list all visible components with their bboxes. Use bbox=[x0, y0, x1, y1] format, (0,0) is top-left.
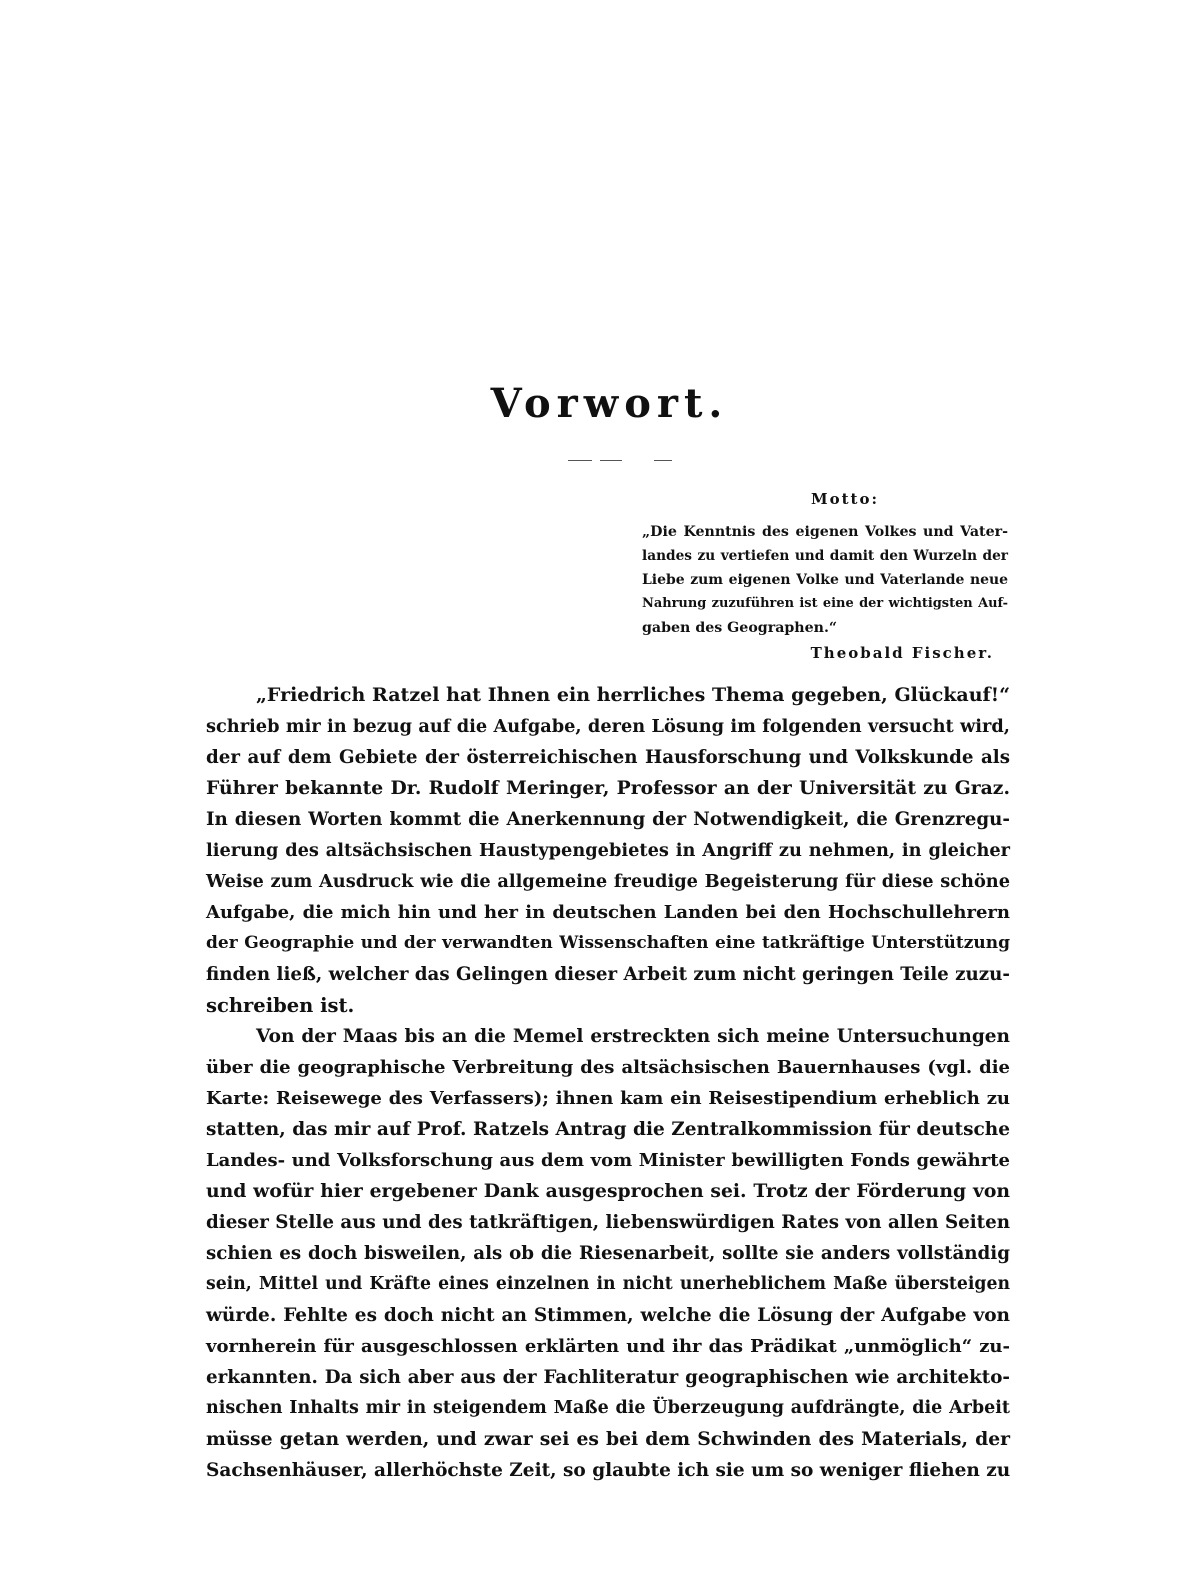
motto-author: Theobald Fischer. bbox=[810, 644, 994, 662]
text-line: In diesen Worten kommt die Anerkennung der Notwendigkeit, die Grenzregu- bbox=[206, 809, 1010, 830]
text-line: Führer bekannte Dr. Rudolf Meringer, Professor an der Universität zu Graz. bbox=[206, 777, 1010, 799]
text-line: müsse getan werden, und zwar sei es bei dem Schwinden des Materials, der bbox=[206, 1428, 1010, 1450]
text-line: schreiben ist. bbox=[206, 994, 355, 1017]
text-line: Landes- und Volksforschung aus dem vom Minister bewilligten Fonds gewährte bbox=[206, 1150, 1010, 1171]
text-line: lierung des altsächsischen Haustypengebietes in Angriff zu nehmen, in gleicher bbox=[206, 840, 1010, 861]
text-line: statten, das mir auf Prof. Ratzels Antrag die Zentralkommission für deutsche bbox=[206, 1119, 1010, 1140]
paragraph-2 bbox=[206, 1021, 1010, 1486]
text-line: finden ließ, welcher das Gelingen dieser Arbeit zum nicht geringen Teile zuzu- bbox=[206, 964, 1010, 985]
body-text bbox=[206, 680, 1010, 1486]
text-line: der auf dem Gebiete der österreichischen Hausforschung und Volkskunde als bbox=[206, 747, 1010, 768]
text-line: würde. Fehlte es doch nicht an Stimmen, welche die Lösung der Aufgabe von bbox=[206, 1305, 1010, 1326]
motto-block bbox=[642, 490, 1008, 662]
text-line: Karte: Reisewege des Verfassers); ihnen kam ein Reisestipendium erheblich zu bbox=[206, 1088, 1010, 1109]
text-line: sein, Mittel und Kräfte eines einzelnen in nicht unerheblichem Maße übersteigen bbox=[206, 1274, 1010, 1294]
text-line: und wofür hier ergebener Dank ausgesprochen sei. Trotz der Förderung von bbox=[206, 1180, 1010, 1202]
text-line: Von der Maas bis an die Memel erstreckten sich meine Untersuchungen bbox=[256, 1026, 1010, 1047]
text-line: der Geographie und der verwandten Wissenschaften eine tatkräftige Unterstützung bbox=[206, 933, 1010, 953]
text-line: dieser Stelle aus und des tatkräftigen, liebenswürdigen Rates von allen Seiten bbox=[206, 1212, 1010, 1233]
page-title: Vorwort. bbox=[490, 380, 729, 427]
text-line: vornherein für ausgeschlossen erklärten und ihr das Prädikat „unmöglich“ zu- bbox=[206, 1336, 1010, 1357]
text-line: Sachsenhäuser, allerhöchste Zeit, so glaubte ich sie um so weniger fliehen zu bbox=[206, 1460, 1011, 1481]
motto-line: gaben des Geographen.“ bbox=[642, 620, 838, 636]
motto-line: Liebe zum eigenen Volke und Vaterlande neue bbox=[642, 572, 1008, 588]
motto-line: landes zu vertiefen und damit den Wurzeln der bbox=[642, 548, 1008, 564]
text-line: schien es doch bisweilen, als ob die Riesenarbeit, sollte sie anders vollständig bbox=[206, 1243, 1010, 1264]
text-line: „Friedrich Ratzel hat Ihnen ein herrliches Thema gegeben, Glückauf!“ bbox=[256, 684, 1010, 706]
paragraph-1 bbox=[206, 680, 1010, 1021]
title-divider-segment bbox=[654, 460, 672, 461]
title-divider-segment bbox=[600, 460, 622, 461]
text-line: erkannten. Da sich aber aus der Fachliteratur geographischen wie architekto- bbox=[206, 1367, 1010, 1388]
text-line: Weise zum Ausdruck wie die allgemeine freudige Begeisterung für diese schöne bbox=[206, 871, 1010, 892]
title-divider-segment bbox=[568, 460, 592, 461]
text-line: nischen Inhalts mir in steigendem Maße die Überzeugung aufdrängte, die Arbeit bbox=[206, 1398, 1010, 1418]
motto-label: Motto: bbox=[810, 490, 879, 508]
text-line: schrieb mir in bezug auf die Aufgabe, deren Lösung im folgenden versucht wird, bbox=[206, 716, 1010, 737]
text-line: über die geographische Verbreitung des altsächsischen Bauernhauses (vgl. die bbox=[206, 1057, 1010, 1078]
motto-line: „Die Kenntnis des eigenen Volkes und Vater- bbox=[642, 524, 1008, 540]
text-line: Aufgabe, die mich hin und her in deutschen Landen bei den Hochschullehrern bbox=[206, 902, 1010, 923]
motto-line: Nahrung zuzuführen ist eine der wichtigsten Auf- bbox=[642, 596, 1008, 611]
